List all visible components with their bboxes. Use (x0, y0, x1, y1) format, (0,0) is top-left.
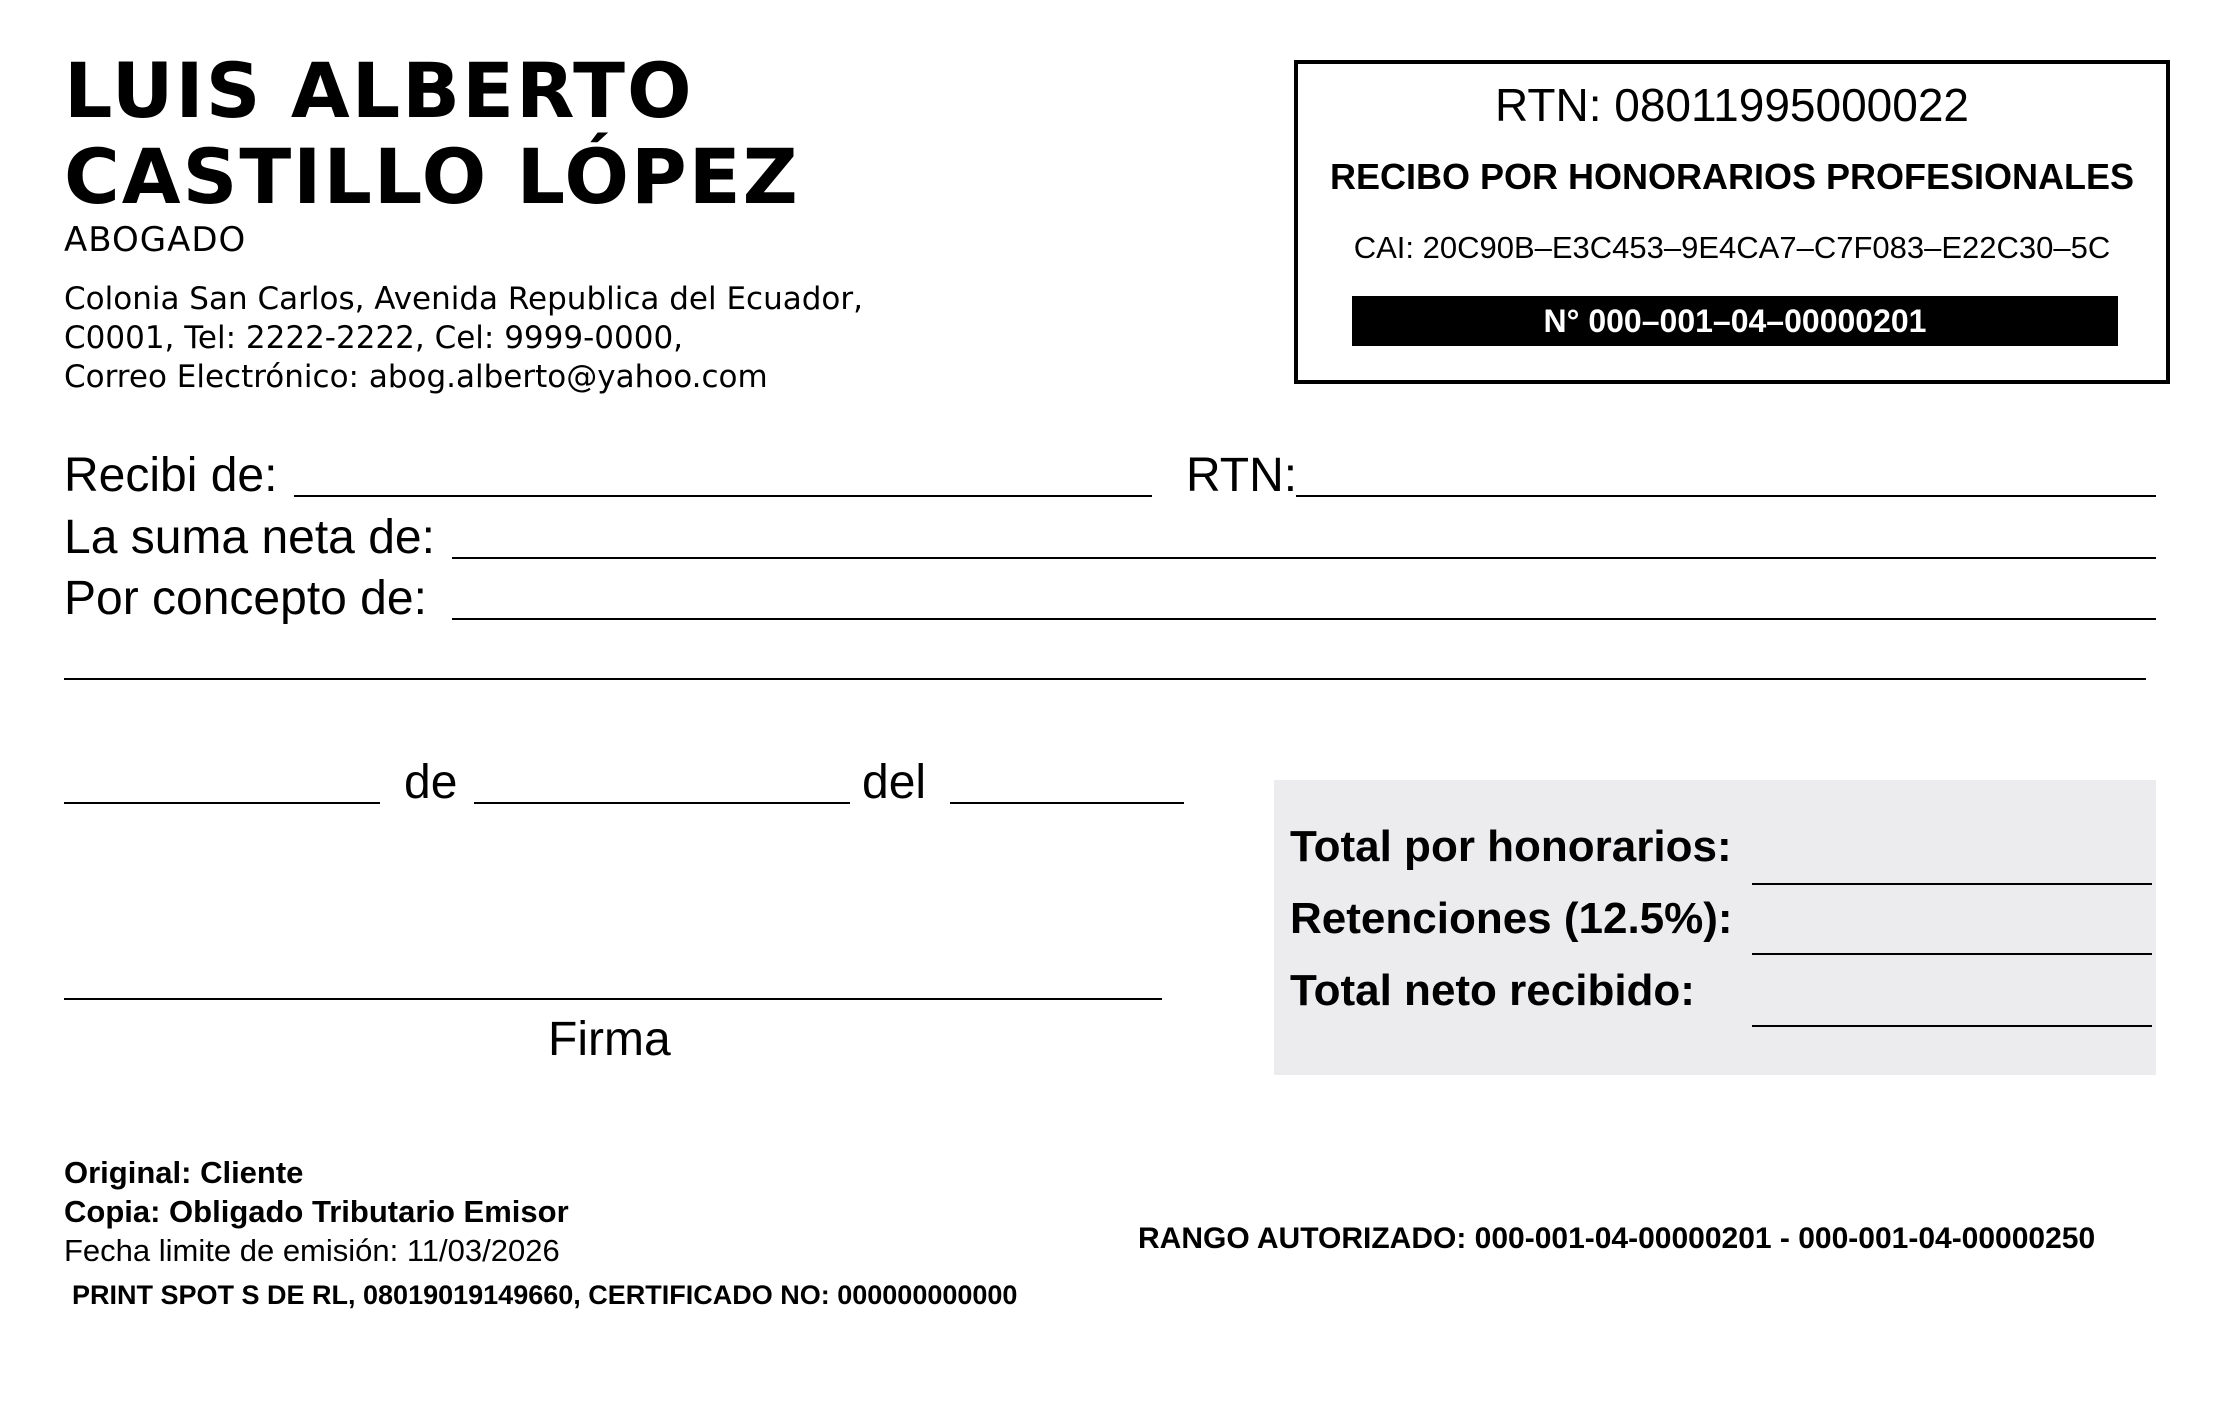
copy-original-note: Original: Cliente (64, 1155, 304, 1190)
signature-label: Firma (548, 1013, 671, 1066)
printer-info: PRINT SPOT S DE RL, 08019019149660, CERTIFICADO NO: 000000000000 (72, 1280, 1018, 1310)
date-de-label: de (404, 756, 458, 809)
issuer-profession: ABOGADO (64, 220, 247, 260)
withholding-field[interactable] (1752, 953, 2152, 955)
date-year-field[interactable] (950, 802, 1184, 804)
issuer-address (64, 280, 863, 397)
received-from-field[interactable] (294, 495, 1152, 497)
cai-code: CAI: 20C90B–E3C453–9E4CA7–C7F083–E22C30–5C (1353, 230, 2111, 265)
issuer-name-line2: CASTILLO LÓPEZ (64, 132, 800, 221)
date-month-field[interactable] (474, 802, 850, 804)
total-fees-field[interactable] (1752, 883, 2152, 885)
received-from-label: Recibi de: (64, 449, 278, 502)
date-day-field[interactable] (64, 802, 380, 804)
copy-duplicate-note: Copia: Obligado Tributario Emisor (64, 1194, 569, 1229)
receipt-title: RECIBO POR HONORARIOS PROFESIONALES (1329, 156, 2135, 197)
net-received-label: Total neto recibido: (1290, 966, 1695, 1015)
authorized-range: RANGO AUTORIZADO: 000-001-04-00000201 - 000-001-04-00000250 (1138, 1222, 2096, 1255)
concept-field[interactable] (452, 618, 2156, 620)
withholding-label: Retenciones (12.5%): (1290, 894, 1733, 943)
issuer-rtn: RTN: 08011995000022 (1494, 79, 1969, 131)
address-line-2: C0001, Tel: 2222-2222, Cel: 9999-0000, (64, 320, 684, 356)
receipt-number-badge: N° 000–001–04–00000201 (1352, 296, 2118, 346)
net-amount-label: La suma neta de: (64, 511, 435, 564)
client-rtn-field[interactable] (1296, 495, 2156, 497)
total-fees-label: Total por honorarios: (1290, 822, 1732, 871)
issue-deadline: Fecha limite de emisión: 11/03/2026 (64, 1233, 560, 1268)
concept-label: Por concepto de: (64, 572, 427, 625)
client-rtn-label: RTN: (1186, 449, 1298, 502)
concept-field-continued[interactable] (64, 678, 2146, 680)
net-amount-field[interactable] (452, 557, 2156, 559)
signature-line[interactable] (64, 998, 1162, 1000)
address-line-1: Colonia San Carlos, Avenida Republica del Ecuador, (64, 281, 863, 317)
address-line-3: Correo Electrónico: abog.alberto@yahoo.com (64, 359, 768, 395)
issuer-name-line1: LUIS ALBERTO (64, 46, 694, 135)
date-del-label: del (862, 756, 927, 809)
issuer-name (64, 48, 800, 220)
net-received-field[interactable] (1752, 1025, 2152, 1027)
fiscal-info-box (1294, 60, 2170, 384)
